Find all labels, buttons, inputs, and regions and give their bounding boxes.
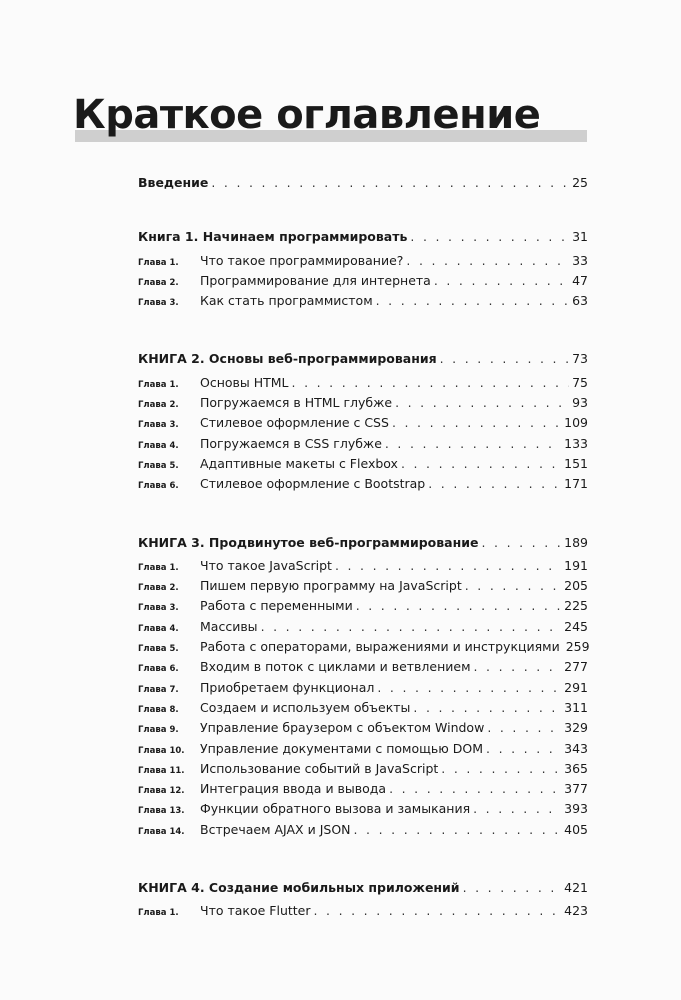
toc-chapter-title: Что такое программирование?: [200, 252, 404, 268]
dot-leader: [487, 720, 561, 735]
toc-chapter-page: 329: [564, 720, 588, 736]
toc-chapter-page: 191: [564, 557, 588, 573]
toc-chapter-number: Глава 1.: [138, 379, 179, 390]
toc-chapter-page: 311: [564, 699, 588, 715]
title-block: [0, 80, 681, 150]
toc-book-row[interactable]: [138, 351, 588, 371]
toc-chapter-page: 423: [564, 903, 588, 919]
dot-leader: [211, 175, 569, 190]
table-of-contents: [138, 175, 588, 924]
toc-book-title: КНИГА 2. Основы веб-программирования: [138, 351, 437, 367]
toc-chapter-row[interactable]: [138, 578, 588, 598]
dot-leader: [314, 903, 562, 918]
dot-leader: [434, 273, 569, 288]
toc-book-title: КНИГА 3. Продвинутое веб-программирование: [138, 534, 479, 550]
toc-chapter-page: 291: [564, 679, 588, 695]
toc-chapter-number: Глава 3.: [138, 420, 179, 431]
dot-leader: [377, 680, 561, 695]
toc-chapter-title: Адаптивные макеты с Flexbox: [200, 455, 398, 471]
section-spacer: [138, 497, 588, 535]
dot-leader: [428, 476, 561, 491]
toc-chapter-row[interactable]: [138, 395, 588, 415]
toc-chapter-page: 93: [572, 395, 588, 411]
toc-chapter-page: 205: [564, 578, 588, 594]
toc-chapter-number: Глава 13.: [138, 806, 185, 817]
toc-chapter-row[interactable]: [138, 639, 588, 659]
toc-chapter-page: 377: [564, 781, 588, 797]
toc-chapter-row[interactable]: [138, 741, 588, 761]
toc-chapter-row[interactable]: [138, 598, 588, 618]
toc-chapter-row[interactable]: [138, 456, 588, 476]
toc-chapter-number: Глава 7.: [138, 684, 179, 695]
toc-chapter-number: Глава 2.: [138, 583, 179, 594]
toc-chapter-number: Глава 6.: [138, 481, 179, 492]
toc-chapter-title: Управление браузером с объектом Window: [200, 720, 485, 736]
dot-leader: [486, 741, 561, 756]
toc-book-page: 73: [572, 351, 588, 367]
toc-chapter-row[interactable]: [138, 415, 588, 435]
dot-leader: [413, 700, 561, 715]
toc-chapter-number: Глава 1.: [138, 908, 179, 919]
toc-chapter-title: Массивы: [200, 618, 258, 634]
toc-chapter-page: 133: [564, 435, 588, 451]
toc-chapter-row[interactable]: [138, 293, 588, 313]
toc-chapter-number: Глава 14.: [138, 826, 185, 837]
toc-chapter-row[interactable]: [138, 558, 588, 578]
toc-chapter-row[interactable]: [138, 822, 588, 842]
toc-chapter-page: 245: [564, 618, 588, 634]
toc-book-title: Книга 1. Начинаем программировать: [138, 229, 408, 245]
dot-leader: [441, 761, 561, 776]
toc-intro-label: Введение: [138, 175, 209, 190]
section-spacer: [138, 313, 588, 351]
dot-leader: [410, 229, 569, 244]
page-title: Краткое оглавление: [73, 92, 541, 138]
section-spacer: [138, 842, 588, 880]
toc-chapter-row[interactable]: [138, 476, 588, 496]
toc-chapter-number: Глава 4.: [138, 623, 179, 634]
toc-chapter-row[interactable]: [138, 700, 588, 720]
toc-chapter-title: Приобретаем функционал: [200, 679, 375, 695]
toc-chapter-page: 405: [564, 821, 588, 837]
toc-chapter-page: 277: [564, 659, 588, 675]
toc-chapter-title: Встречаем AJAX и JSON: [200, 821, 351, 837]
toc-chapter-page: 63: [572, 293, 588, 309]
toc-chapter-row[interactable]: [138, 619, 588, 639]
dot-leader: [481, 535, 561, 550]
toc-chapter-page: 171: [564, 476, 588, 492]
toc-chapter-title: Использование событий в JavaScript: [200, 760, 439, 776]
toc-chapter-title: Что такое Flutter: [200, 903, 311, 919]
toc-chapter-title: Пишем первую программу на JavaScript: [200, 578, 462, 594]
toc-book-title: КНИГА 4. Создание мобильных приложений: [138, 880, 460, 896]
dot-leader: [376, 293, 569, 308]
toc-chapter-title: Погружаемся в HTML глубже: [200, 395, 393, 411]
dot-leader: [463, 880, 562, 895]
dot-leader: [401, 456, 561, 471]
toc-chapter-row[interactable]: [138, 761, 588, 781]
toc-chapter-number: Глава 1.: [138, 562, 179, 573]
toc-chapter-page: 109: [564, 415, 588, 431]
dot-leader: [392, 415, 561, 430]
toc-chapter-title: Что такое JavaScript: [200, 557, 332, 573]
toc-book-page: 31: [572, 229, 588, 245]
toc-chapter-page: 365: [564, 760, 588, 776]
toc-chapter-row[interactable]: [138, 903, 588, 923]
toc-book-row[interactable]: [138, 535, 588, 555]
toc-chapter-page: 151: [564, 455, 588, 471]
toc-chapter-number: Глава 12.: [138, 786, 185, 797]
toc-intro-row[interactable]: [138, 175, 588, 195]
toc-chapter-title: Функции обратного вызова и замыкания: [200, 801, 471, 817]
toc-chapter-title: Интеграция ввода и вывода: [200, 781, 387, 797]
dot-leader: [465, 578, 561, 593]
dot-leader: [440, 351, 569, 366]
toc-book-row[interactable]: [138, 880, 588, 900]
toc-chapter-page: 343: [564, 740, 588, 756]
toc-chapter-row[interactable]: [138, 273, 588, 293]
toc-chapter-title: Работа с операторами, выражениями и инструкциями: [200, 639, 560, 655]
toc-chapter-row[interactable]: [138, 436, 588, 456]
dot-leader: [292, 375, 570, 390]
toc-chapter-title: Основы HTML: [200, 374, 289, 390]
toc-chapter-page: 75: [572, 374, 588, 390]
toc-book-row[interactable]: [138, 229, 588, 249]
toc-chapter-number: Глава 1.: [138, 257, 179, 268]
toc-chapter-page: 47: [572, 272, 588, 288]
toc-chapter-title: Погружаемся в CSS глубже: [200, 435, 382, 451]
toc-chapter-number: Глава 3.: [138, 603, 179, 614]
toc-chapter-row[interactable]: [138, 659, 588, 679]
dot-leader: [354, 822, 562, 837]
dot-leader: [335, 558, 561, 573]
toc-chapter-number: Глава 8.: [138, 704, 179, 715]
toc-chapter-number: Глава 6.: [138, 664, 179, 675]
toc-chapter-title: Работа с переменными: [200, 598, 353, 614]
dot-leader: [389, 781, 561, 796]
dot-leader: [356, 598, 561, 613]
toc-chapter-title: Как стать программистом: [200, 293, 373, 309]
toc-chapter-page: 259: [565, 639, 590, 655]
dot-leader: [395, 395, 569, 410]
dot-leader: [385, 436, 561, 451]
dot-leader: [473, 801, 561, 816]
toc-chapter-title: Программирование для интернета: [200, 272, 431, 288]
toc-chapter-row[interactable]: [138, 680, 588, 700]
section-spacer: [138, 195, 588, 229]
toc-chapter-row[interactable]: [138, 253, 588, 273]
toc-chapter-number: Глава 11.: [138, 765, 185, 776]
dot-leader: [261, 619, 562, 634]
toc-intro-page: 25: [572, 175, 588, 190]
toc-chapter-page: 33: [572, 252, 588, 268]
toc-book-page: 421: [564, 880, 588, 896]
toc-chapter-row[interactable]: [138, 720, 588, 740]
dot-leader: [474, 659, 562, 674]
toc-chapter-number: Глава 5.: [138, 644, 179, 655]
toc-chapter-row[interactable]: [138, 375, 588, 395]
toc-chapter-number: Глава 3.: [138, 298, 179, 309]
toc-chapter-number: Глава 10.: [138, 745, 185, 756]
toc-book-page: 189: [564, 534, 588, 550]
toc-chapter-title: Стилевое оформление с CSS: [200, 415, 389, 431]
toc-chapter-number: Глава 5.: [138, 460, 179, 471]
toc-chapter-title: Входим в поток с циклами и ветвлением: [200, 659, 471, 675]
toc-chapter-number: Глава 4.: [138, 440, 179, 451]
toc-chapter-row[interactable]: [138, 781, 588, 801]
toc-chapter-number: Глава 9.: [138, 725, 179, 736]
toc-chapter-title: Стилевое оформление с Bootstrap: [200, 476, 426, 492]
toc-chapter-title: Создаем и используем объекты: [200, 699, 411, 715]
toc-chapter-title: Управление документами с помощью DOM: [200, 740, 484, 756]
toc-chapter-row[interactable]: [138, 801, 588, 821]
dot-leader: [406, 253, 569, 268]
toc-chapter-number: Глава 2.: [138, 400, 179, 411]
toc-chapter-number: Глава 2.: [138, 277, 179, 288]
toc-chapter-page: 225: [564, 598, 588, 614]
toc-chapter-page: 393: [564, 801, 588, 817]
